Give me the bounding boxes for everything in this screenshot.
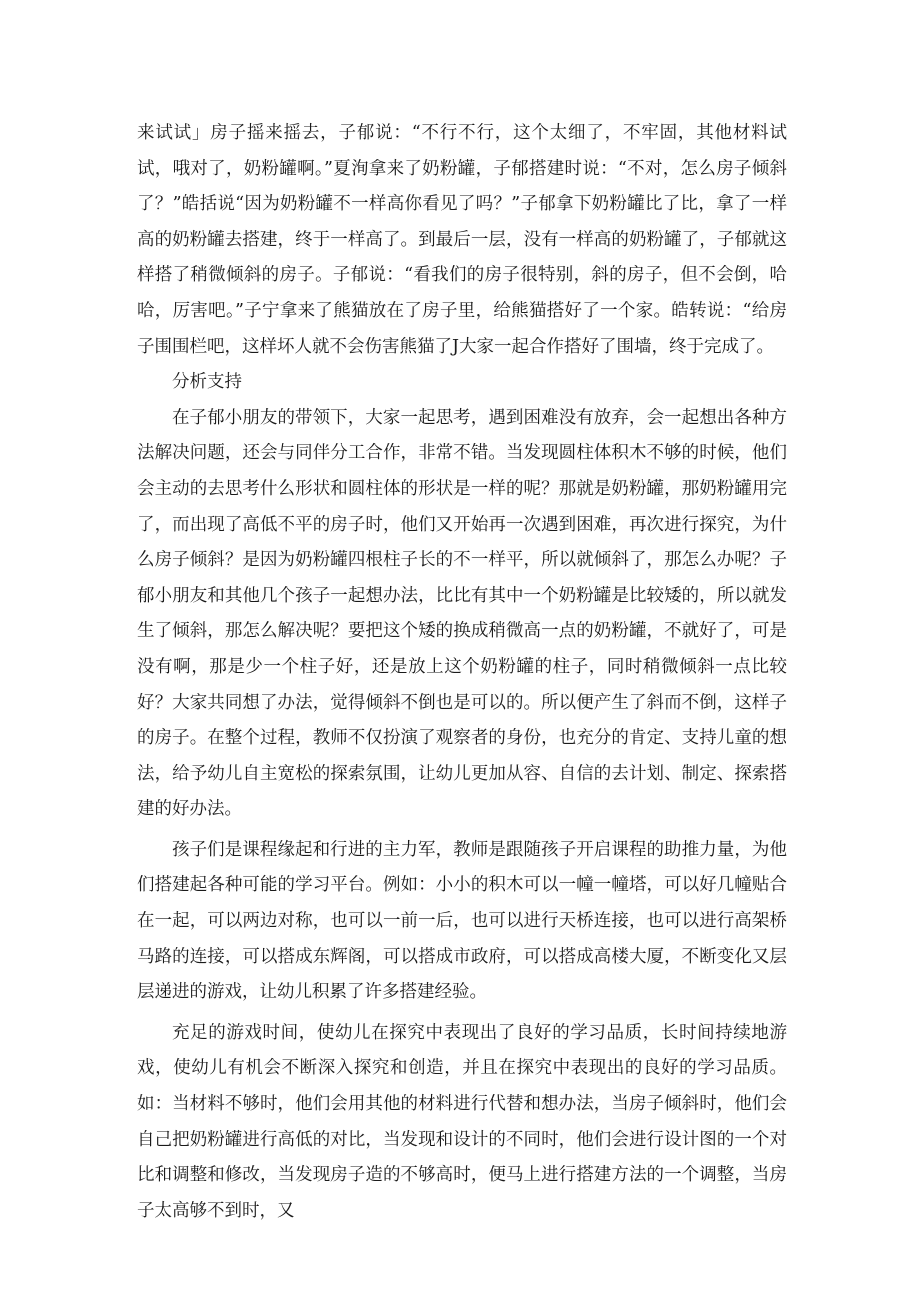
paragraph-children-main-force: 孩子们是课程缘起和行进的主力军，教师是跟随孩子开启课程的助推力量，为他们搭建起各种可能的学习平台。例如：小小的积木可以一幢一幢塔，可以好几幢贴合在一起，可以两边对称，也可以一前一后，也可以进行天桥连接，也可以进行高架桥马路的连接，可以搭成东辉阁，可以搭成市政府，可以搭成高楼大厦，不断变化又层层递进的游戏，让幼儿积累了许多搭建经验。	[137, 839, 787, 1003]
document-body	[137, 116, 787, 1229]
paragraph-analysis: 在子郁小朋友的带领下，大家一起思考，遇到困难没有放弃，会一起想出各种方法解决问题，还会与同伴分工合作，非常不错。当发现圆柱体积木不够的时候，他们会主动的去思考什么形状和圆柱体的形状是一样的呢？那就是奶粉罐，那奶粉罐用完了，而出现了高低不平的房子时，他们又开始再一次遇到困难，再次进行探究，为什么房子倾斜？是因为奶粉罐四根柱子长的不一样平，所以就倾斜了，那怎么办呢？子郁小朋友和其他几个孩子一起想办法，比比有其中一个奶粉罐是比较矮的，所以就发生了倾斜，那怎么解决呢？要把这个矮的换成稍微高一点的奶粉罐，不就好了，可是没有啊，那是少一个柱子好，还是放上这个奶粉罐的柱子，同时稍微倾斜一点比较好？大家共同想了办法，觉得倾斜不倒也是可以的。所以便产生了斜而不倒，这样子的房子。在整个过程，教师不仅扮演了观察者的身份，也充分的肯定、支持儿童的想法，给予幼儿自主宽松的探索氛围，让幼儿更加从容、自信的去计划、制定、探索搭建的好办法。	[137, 407, 787, 820]
paragraph-sufficient-play-time: 充足的游戏时间，使幼儿在探究中表现出了良好的学习品质，长时间持续地游戏，使幼儿有机会不断深入探究和创造，并且在探究中表现出的良好的学习品质。如：当材料不够时，他们会用其他的材料进行代替和想办法，当房子倾斜时，他们会自己把奶粉罐进行高低的对比，当发现和设计的不同时，他们会进行设计图的一个对比和调整和修改，当发现房子造的不够高时，便马上进行搭建方法的一个调整，当房子太高够不到时，又	[137, 1022, 787, 1221]
section-heading-analysis-support: 分析支持	[172, 372, 242, 393]
paragraph-story-continuation: 来试试」房子摇来摇去，子郁说：“不行不行，这个太细了，不牢固，其他材料试试，哦对了，奶粉罐啊。”夏洵拿来了奶粉罐，子郁搭建时说：“不对，怎么房子倾斜了？”皓括说“因为奶粉罐不一样高你看见了吗？”子郁拿下奶粉罐比了比，拿了一样高的奶粉罐去搭建，终于一样高了。到最后一层，没有一样高的奶粉罐了，子郁就这样搭了稍微倾斜的房子。子郁说：“看我们的房子很特别，斜的房子，但不会倒，哈哈，厉害吧。”子宁拿来了熊猫放在了房子里，给熊猫搭好了一个家。皓转说：“给房子围围栏吧，这样坏人就不会伤害熊猫了J大家一起合作搭好了围墙，终于完成了。	[137, 123, 787, 357]
